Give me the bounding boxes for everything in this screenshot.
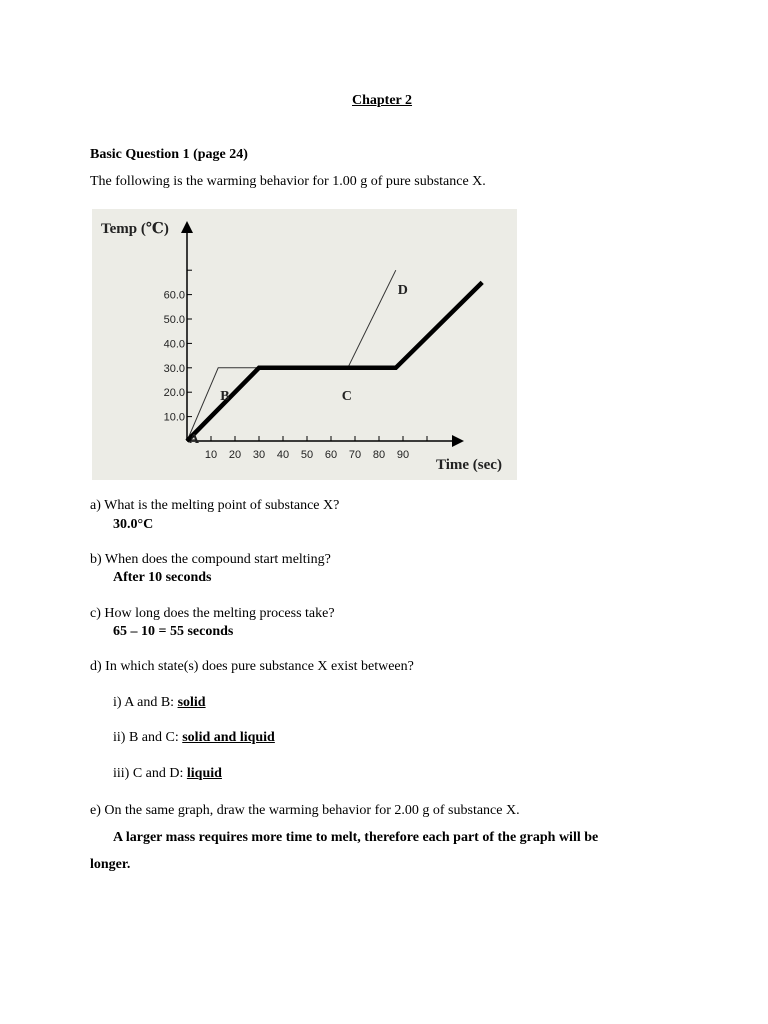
item-prefix: i) A and B:	[113, 695, 178, 710]
question-d: d) In which state(s) does pure substance X exist between?	[90, 659, 414, 674]
thin-warming-line-2	[348, 270, 396, 368]
x-tick-label: 10	[204, 449, 218, 461]
x-tick-label: 80	[372, 449, 386, 461]
x-tick-label: 20	[228, 449, 242, 461]
y-tick-label: 10.0	[163, 411, 185, 424]
x-axis-arrow-icon	[452, 435, 464, 447]
x-tick-label: 60	[324, 449, 338, 461]
answer-e-line-2: longer.	[90, 857, 131, 872]
question-b: b) When does the compound start melting?	[90, 552, 331, 567]
item-prefix: iii) C and D:	[113, 766, 187, 781]
y-tick-label: 50.0	[163, 314, 185, 326]
y-axis-label: Temp (℃)	[101, 221, 169, 237]
y-tick-label: 40.0	[163, 338, 185, 351]
question-c: c) How long does the melting process take?	[90, 606, 335, 621]
x-tick-label: 50	[300, 449, 314, 461]
question-e: e) On the same graph, draw the warming behavior for 2.00 g of substance X.	[90, 803, 520, 818]
question-d-item-3	[113, 766, 222, 782]
item-prefix: ii) B and C:	[113, 730, 183, 745]
thick-warming-line	[187, 282, 482, 441]
y-tick-label: 20.0	[163, 387, 185, 400]
item-answer: liquid	[186, 766, 222, 781]
question-heading: Basic Question 1 (page 24)	[90, 147, 248, 162]
item-answer: solid and liquid	[182, 730, 275, 745]
question-a: a) What is the melting point of substance X?	[90, 498, 340, 513]
warming-chart-svg	[92, 209, 517, 480]
x-tick-label: 40	[276, 449, 290, 461]
x-tick-label: 90	[396, 449, 410, 461]
x-axis-label: Time (sec)	[436, 457, 502, 473]
x-tick-label: 70	[348, 449, 362, 461]
y-tick-label: 30.0	[163, 362, 185, 375]
y-axis-arrow-icon	[181, 221, 193, 233]
point-label-d: D	[397, 283, 408, 299]
answer-a: 30.0°C	[113, 517, 154, 532]
x-tick-label: 30	[252, 449, 266, 461]
question-d-item-2	[113, 730, 275, 746]
point-label-c: C	[341, 388, 352, 404]
page-title: Chapter 2	[352, 93, 413, 108]
warming-graph	[92, 209, 517, 480]
answer-c: 65 – 10 = 55 seconds	[113, 624, 234, 639]
point-label-a: A	[189, 432, 200, 447]
item-answer: solid	[177, 695, 206, 710]
y-tick-label: 60.0	[163, 289, 185, 302]
point-label-b: B	[220, 388, 230, 404]
answer-b: After 10 seconds	[113, 570, 212, 585]
intro-text: The following is the warming behavior for 1.00 g of pure substance X.	[90, 174, 486, 189]
answer-e-line-1: A larger mass requires more time to melt, therefore each part of the graph will be	[113, 830, 599, 845]
question-d-item-1	[113, 695, 206, 711]
